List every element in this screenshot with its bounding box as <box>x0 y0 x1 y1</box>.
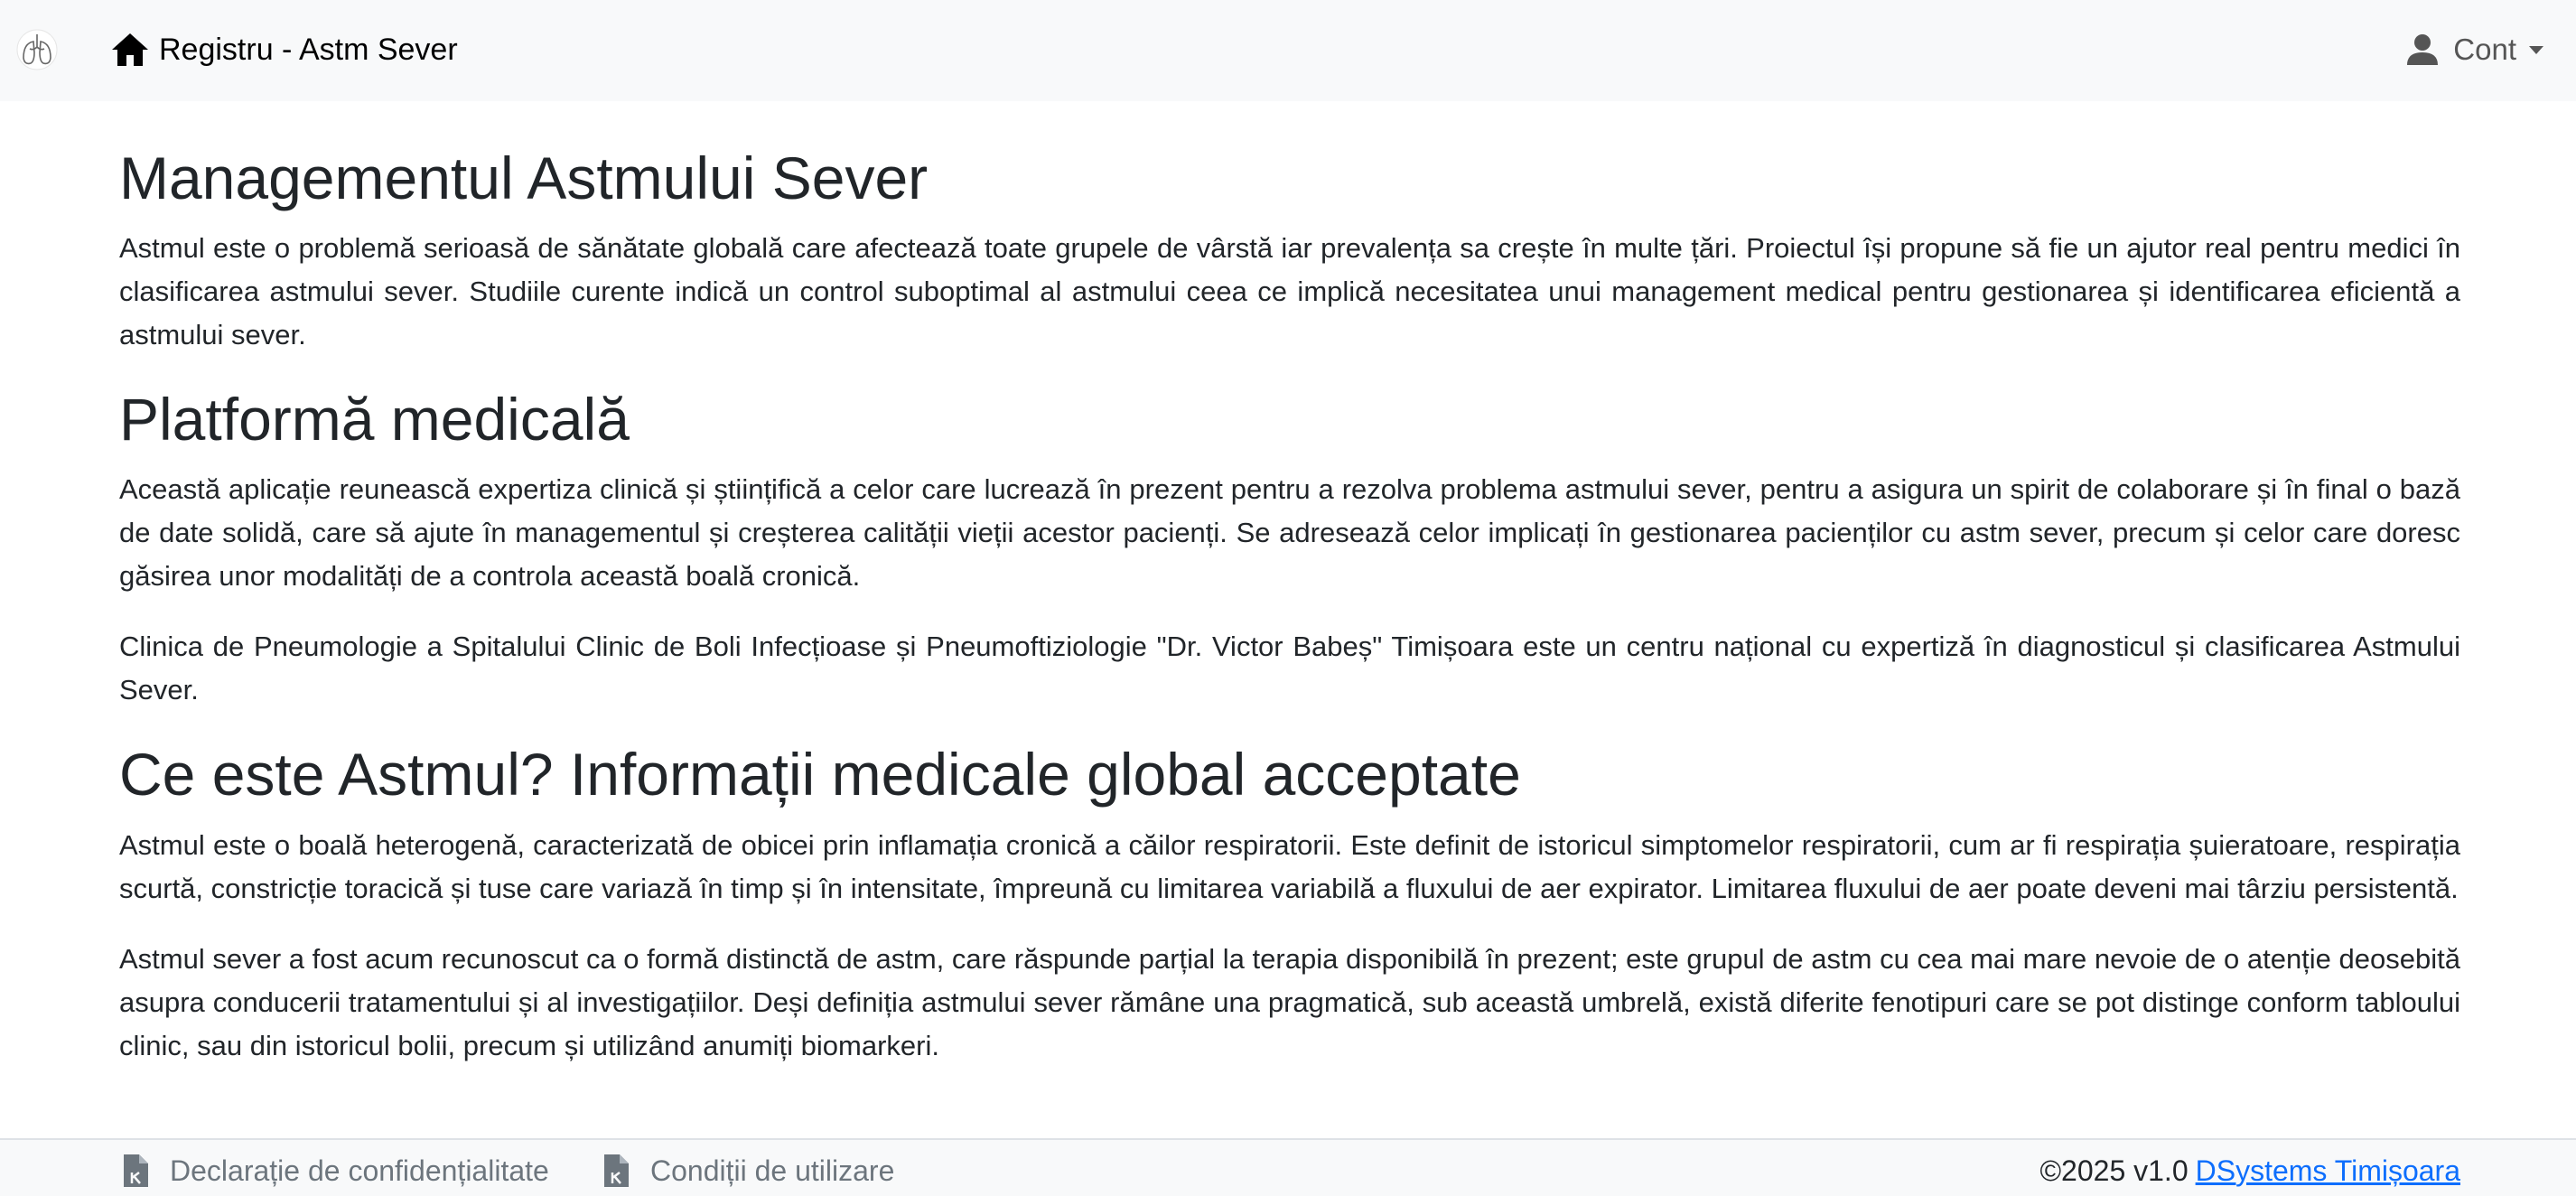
lungs-icon[interactable] <box>16 29 58 70</box>
home-icon <box>110 32 150 68</box>
section-paragraph: Clinica de Pneumologie a Spitalului Clinic de Boli Infecțioase și Pneumoftiziologie "Dr. Victor Babeș" Timișoara este un centru național cu expertiză în diagnosticul și clasificarea Astmului Sever. <box>119 631 2460 706</box>
section-paragraph: Această aplicație reunească expertiza clinică și științifică a celor care lucrează în prezent pentru a rezolva problema astmului sever, pentru a asigura un spirit de colaborare și în final o bază de date solidă, care să ajute în managementul și creșterea calității vieții acestor pacienți. Se adresează celor implicați în gestionarea pacienților cu astm sever, precum și celor care doresc găsirea unor modalități de a controla această boală cronică. <box>119 473 2460 593</box>
account-dropdown[interactable] <box>2404 27 2543 72</box>
page-footer <box>0 1138 2576 1196</box>
document-icon <box>602 1153 632 1189</box>
user-icon <box>2404 32 2441 68</box>
account-label: Cont <box>2453 33 2516 66</box>
section-paragraph: Astmul este o problemă serioasă de sănătate globală care afectează toate grupele de vârstă iar prevalența sa crește în multe țări. Proiectul își propune să fie un ajutor real pentru medici în clasificarea astmului sever. Studiile curente indică un control suboptimal al astmului ceea ce implică necesitatea unui management medical pentru gestionarea și identificarea eficientă a astmului sever. <box>119 232 2460 351</box>
section-paragraph: Astmul este o boală heterogenă, caracterizată de obicei prin inflamația cronică a căilor respiratorii. Este definit de istoricul simptomelor respiratorii, cum ar fi respirația șuieratoare, respirația scurtă, constricție toracică și tuse care variază în timp și în intensitate, împreună cu limitarea variabilă a fluxului de aer expirator. Limitarea fluxului de aer poate deveni mai târziu persistentă. <box>119 828 2460 904</box>
main-content <box>119 101 2460 1095</box>
section-heading-management: Managementul Astmului Sever <box>119 145 929 211</box>
copyright-text: ©2025 v1.0 <box>2039 1154 2189 1187</box>
terms-of-use-link[interactable] <box>602 1151 894 1191</box>
document-icon <box>121 1153 152 1189</box>
section-paragraph: Astmul sever a fost acum recunoscut ca o formă distinctă de astm, care răspunde parțial la terapia disponibilă în prezent; este grupul de astm cu cea mai mare nevoie de o atenție deosebită asupra conducerii tratamentului și al investigațiilor. Deși definiția astmului sever rămâne una pragmatică, sub această umbrelă, există diferite fenotipuri care se pot distinge conform tabloului clinic, sau din istoricul bolii, precum și utilizând anumiți biomarkeri. <box>119 942 2460 1061</box>
privacy-policy-link[interactable] <box>121 1151 549 1191</box>
company-link[interactable]: DSystems Timișoara <box>2195 1154 2460 1187</box>
section-heading-platform: Platformă medicală <box>119 386 630 453</box>
brand-title: Registru - Astm Sever <box>159 32 458 67</box>
copyright <box>2039 1151 2460 1191</box>
top-navbar <box>0 0 2576 101</box>
brand-link[interactable] <box>110 27 458 72</box>
chevron-down-icon <box>2529 46 2543 54</box>
privacy-policy-label: Declarație de confidențialitate <box>170 1154 549 1187</box>
section-heading-asthma-info: Ce este Astmul? Informații medicale global acceptate <box>119 741 1521 808</box>
terms-of-use-label: Condiții de utilizare <box>650 1154 895 1187</box>
